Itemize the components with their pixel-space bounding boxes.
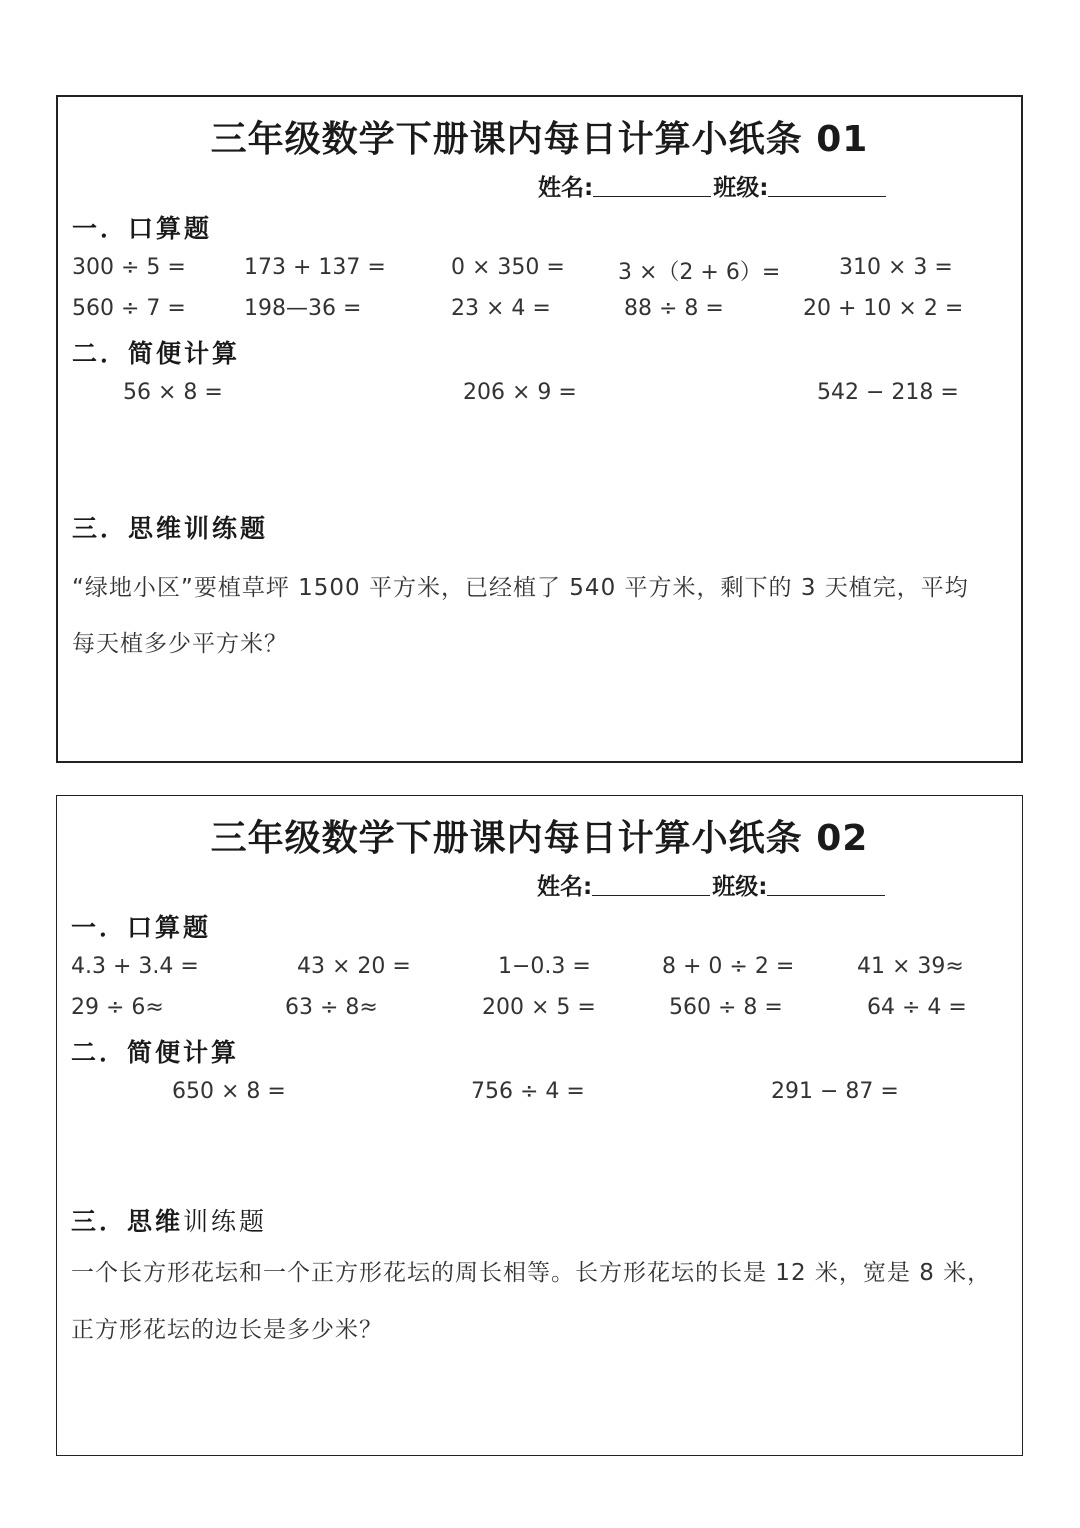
oral-item: 4.3 + 3.4 = bbox=[71, 954, 199, 979]
oral-item: 63 ÷ 8≈ bbox=[285, 995, 378, 1020]
name-blank[interactable] bbox=[593, 176, 711, 197]
simple-item: 206 × 9 = bbox=[463, 380, 577, 405]
oral-item: 43 × 20 = bbox=[297, 954, 411, 979]
problem-line: 每天植多少平方米？ bbox=[72, 631, 288, 657]
section-oral-heading: 一．口算题 bbox=[71, 913, 212, 942]
oral-item: 23 × 4 = bbox=[451, 296, 551, 321]
oral-item: 173 + 137 = bbox=[244, 255, 386, 280]
calc-slip-02 bbox=[56, 795, 1023, 1456]
slip-title: 三年级数学下册课内每日计算小纸条 02 bbox=[210, 818, 869, 859]
section-thinking-rest: 训练题 bbox=[183, 1207, 268, 1236]
simple-item: 756 ÷ 4 = bbox=[471, 1079, 585, 1104]
section-thinking-heading: 三．思维训练题 bbox=[72, 514, 269, 543]
simple-item: 56 × 8 = bbox=[123, 380, 223, 405]
class-label: 班级: bbox=[713, 175, 769, 201]
oral-item: 64 ÷ 4 = bbox=[867, 995, 967, 1020]
simple-item: 650 × 8 = bbox=[172, 1079, 286, 1104]
problem-line: 一个长方形花坛和一个正方形花坛的周长相等。长方形花坛的长是 12 米，宽是 8 米， bbox=[71, 1260, 992, 1286]
oral-item: 20 + 10 × 2 = bbox=[803, 296, 964, 321]
name-label: 姓名: bbox=[537, 874, 593, 900]
section-thinking-bold: 三．思维 bbox=[71, 1207, 184, 1236]
name-label: 姓名: bbox=[538, 175, 594, 201]
simple-item: 542 − 218 = bbox=[817, 380, 959, 405]
oral-item: 560 ÷ 8 = bbox=[669, 995, 783, 1020]
oral-item: 3 ×（2 + 6）= bbox=[618, 260, 781, 285]
oral-item: 0 × 350 = bbox=[451, 255, 565, 280]
oral-item: 310 × 3 = bbox=[839, 255, 953, 280]
name-blank[interactable] bbox=[592, 875, 710, 896]
oral-item: 1−0.3 = bbox=[498, 954, 591, 979]
calc-slip-01 bbox=[56, 95, 1023, 763]
oral-item: 198—36 = bbox=[244, 296, 362, 321]
problem-line: “绿地小区”要植草坪 1500 平方米，已经植了 540 平方米，剩下的 3 天植完，平均 bbox=[72, 575, 969, 601]
oral-item: 8 + 0 ÷ 2 = bbox=[662, 954, 795, 979]
oral-item: 300 ÷ 5 = bbox=[72, 255, 186, 280]
oral-item: 29 ÷ 6≈ bbox=[71, 995, 164, 1020]
name-class-row bbox=[537, 868, 887, 901]
section-simple-heading: 二．简便计算 bbox=[71, 1038, 240, 1067]
section-thinking-heading bbox=[71, 1202, 267, 1238]
name-class-row bbox=[538, 169, 888, 202]
class-blank[interactable] bbox=[767, 875, 885, 896]
class-label: 班级: bbox=[712, 874, 768, 900]
oral-item: 200 × 5 = bbox=[482, 995, 596, 1020]
oral-item: 560 ÷ 7 = bbox=[72, 296, 186, 321]
oral-item: 41 × 39≈ bbox=[857, 954, 964, 979]
section-simple-heading: 二．简便计算 bbox=[72, 339, 241, 368]
problem-line: 正方形花坛的边长是多少米？ bbox=[71, 1317, 383, 1343]
section-oral-heading: 一．口算题 bbox=[72, 214, 213, 243]
oral-item: 88 ÷ 8 = bbox=[624, 296, 724, 321]
simple-item: 291 − 87 = bbox=[771, 1079, 899, 1104]
class-blank[interactable] bbox=[768, 176, 886, 197]
slip-title: 三年级数学下册课内每日计算小纸条 01 bbox=[210, 119, 869, 160]
